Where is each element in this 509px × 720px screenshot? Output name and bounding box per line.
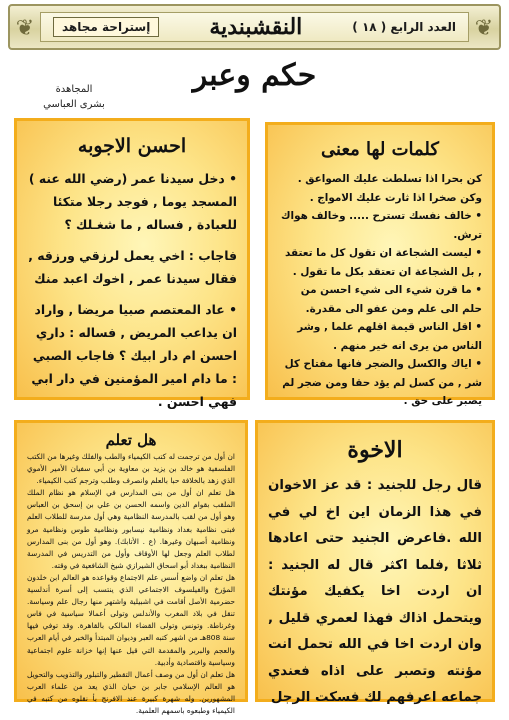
words-list <box>278 170 482 411</box>
magazine-title: النقشبندية <box>209 14 303 40</box>
list-item: • اياك والكسل والضجر فانها مفتاح كل شر , من كسل لم يؤد حقا ومن ضجر لم يصبر على حق . <box>282 358 482 407</box>
header-banner <box>8 4 501 50</box>
author-label: المجاهدة <box>55 84 93 95</box>
list-item: • ما قرن شيء الى شيء احسن من حلم الى علم ومن عفو الى مقدرة. <box>300 284 482 315</box>
ornament-icon: ❦ <box>15 16 35 41</box>
list-item: • خالف نفسك تسترح ..... وخالف هواك ترش. <box>281 210 482 241</box>
did-you-know-paragraph: هل تعلم ان أول من وصف أعمال التقطير والتبلور والتذويب والتحويل هو العالم الإسلامي جابر بن حيان الذي يعد من علماء العرب المشهورين. وله شهرة كبيرة عند الافرنج بأ نقلوه من كتبه في الكيمياء وطبعوه باسمهم العلمية. <box>27 669 235 715</box>
author-name: بشرى العباسي <box>43 99 105 110</box>
brotherhood-box <box>255 420 495 705</box>
answers-box-title: احسن الاجوبه <box>77 135 187 157</box>
brotherhood-text: قال رجل للجنيد : قد عز الاخوان في هذا الزمان اين اخ لي في الله .فاعرض الجنيد حتى اعادها ثلاثا ,فلما اكثر قال له الجنيد : ان اردت اخا يكفيك مؤنتك ويتحمل اذاك فهذا لعمري قليل , وان اردت اخا في الله تحمل انت مؤنته وتصبر على اذاه فعندي جماعه اعرفهم لك فسكت الرجل <box>268 478 482 705</box>
did-you-know-box <box>14 420 248 715</box>
did-you-know-title: هل تعلم <box>105 431 157 449</box>
ornament-icon: ❦ <box>474 16 494 41</box>
author-block <box>14 82 134 112</box>
list-item: • دخل سيدنا عمر (رضي الله عنه ) المسجد يوما , فوجد رجلا متكئا للعبادة , فساله , ما شغـلك ؟ <box>28 171 237 232</box>
page-title: حكم وعبر <box>192 58 317 93</box>
brotherhood-box-title: الاخوة <box>347 437 403 463</box>
banner-inner <box>40 12 469 42</box>
list-item: • ليست الشجاعة ان تقول كل ما تعتقد , بل الشجاعة ان تعتقد بكل ما تقول . <box>285 247 482 278</box>
did-you-know-paragraph: ان أول من ترجمت له كتب الكيمياء والطب والفلك وغيرها من الكتب الفلسفية هو خالد بن يزيد بن معاوية بن أبي سفيان الأمير الأموي الذي زهد بالخلافة حبا بالعلم وانصرف وطلب وترجم كتب الكيمياء. <box>27 452 235 486</box>
answers-list <box>27 167 237 413</box>
words-box-title: كلمات لها معنى <box>321 139 439 160</box>
list-item: • عاد المعتصم صبيا مريضا , واراد ان يداعب المريض , فساله : داري احسن ام دار ابيك ؟ فاجاب الصبي : ما دام امير المؤمنين في دار ابي فهي احسن . <box>31 302 237 409</box>
answers-box <box>14 118 250 409</box>
issue-number: العدد الرابع ( ١٨ ) <box>352 20 456 34</box>
list-item: • اقل الناس قيمة اقلهم علما , وشر الناس من يرى انه خير منهم . <box>297 321 482 352</box>
did-you-know-paragraph: هل تعلم ان أول من بنى المدارس في الإسلام هو نظام الملك الملقب بقوام الدين واسمه الحسن بن علي بن إسحق بن العباس وهو أول من لقب بالمدرسة النظامية وهي أول مدرسة للطلاب العلم فبنى نظامية بغداد ونظامية نيسابور ونظامية طوس ونظامية مرو ونظامية أصبهان وغيرها. (ع . الأتابك). وهو أول من بنى المدارس لطلاب العلم وجعل لها الأوقاف وأول من التدريس في المدرسة النظامية ببغداد أبو اسحاق الشيرازي شيخ الشافعية في وقته. <box>27 488 235 570</box>
list-item: كن بحرا اذا تسلطت عليك الصواعق . وكن صخرا اذا ثارت عليك الامواج . <box>297 173 482 204</box>
section-name: إستراحة مجاهد <box>53 17 159 37</box>
words-box <box>265 122 495 407</box>
did-you-know-paragraph: هل تعلم ان واضع أسس علم الاجتماع وقواعده هو العالم ابن خلدون المؤرخ والفيلسوف الاجتماعي الذي ينتسب إلى أسرة أندلسية حضرمية الأصل أقامت في اشبيلية واشتهر منها رجال علم وسياسة. تنقل في بلاد المغرب والأندلس وتولى أعمالا سياسية في فاس وغرناطة. وتونس وتولى القضاء المالكي بالقاهرة. وقد توفي فيها سنة 808هـ من اشهر كتبه العبر وديوان المبتدأ والخبر في أيام العرب والعجم والبربر والمقدمة التي قيل عنها إنها خزانة علوم اجتماعية وسياسية واقتصادية وأدبية. <box>27 572 235 667</box>
list-item: فاجاب : اخي يعمل لرزقي ورزقه , فقال سيدنا عمر , اخوك اعبد منك <box>28 248 237 286</box>
